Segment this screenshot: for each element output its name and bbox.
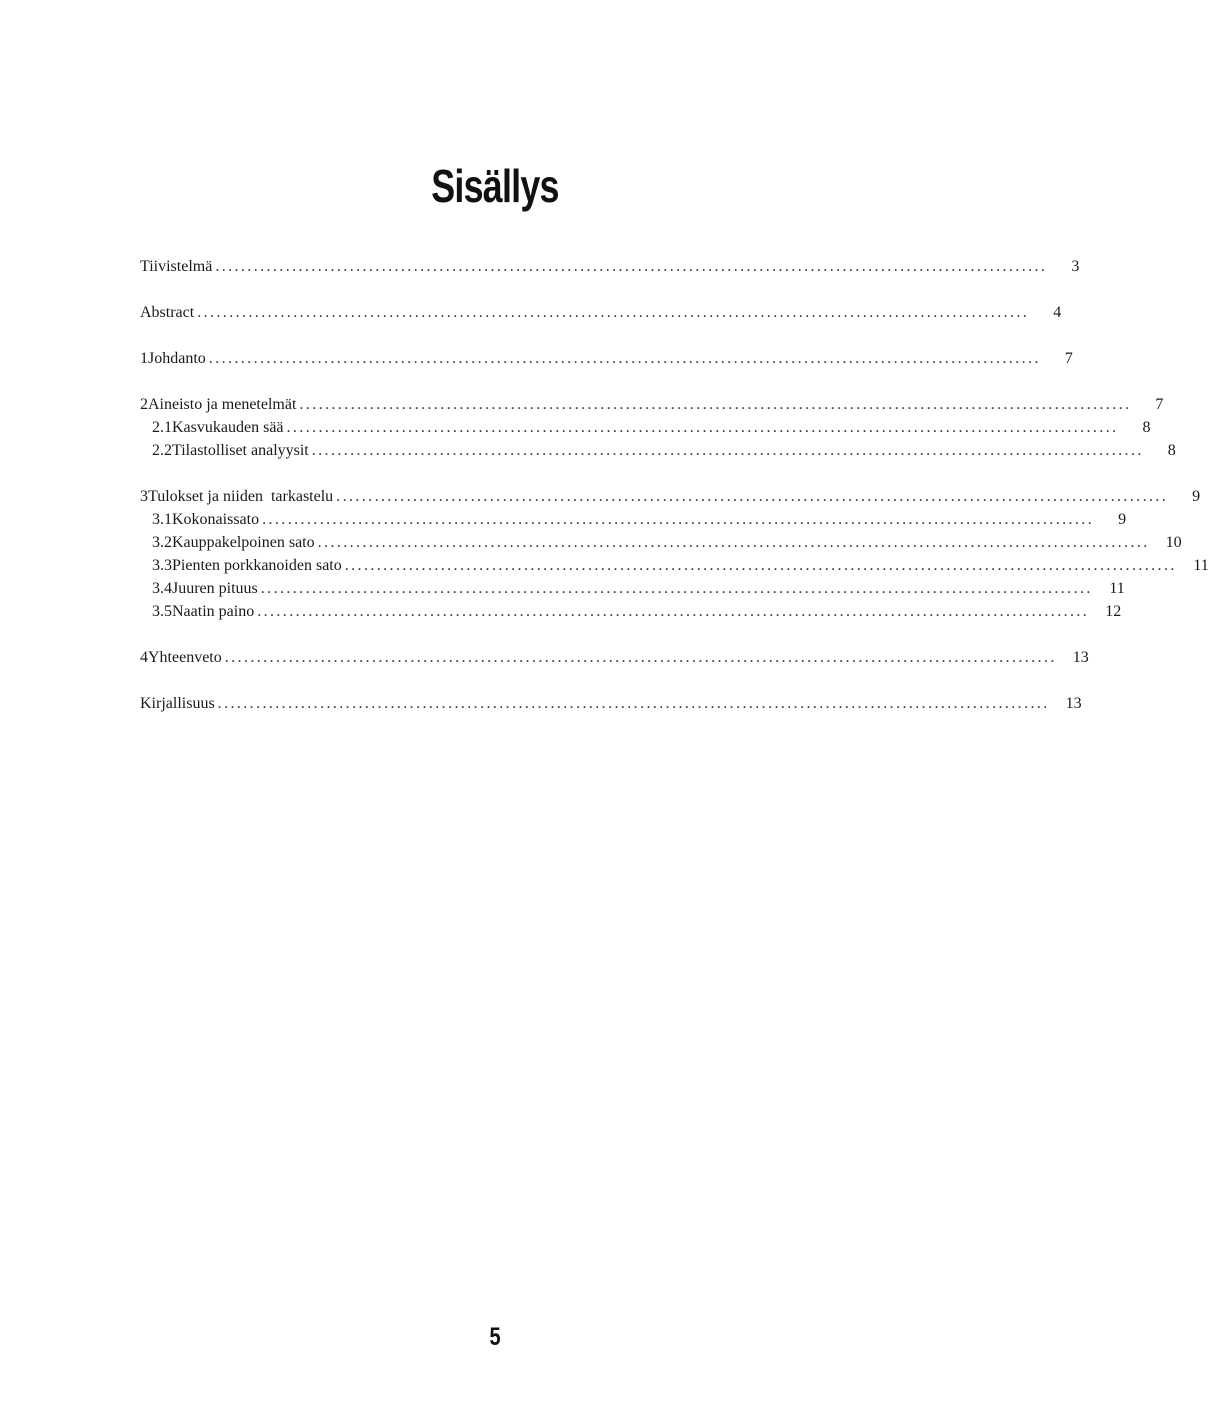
toc-dot-leader: .................................................................................................................................. xyxy=(344,557,1177,574)
toc-entry-naatin-paino[interactable] xyxy=(152,601,1122,623)
toc-entry-kasvukauden-saa[interactable] xyxy=(152,417,1151,439)
toc-page-number: 13 xyxy=(1065,695,1082,712)
toc-entry-text: Kasvukauden sää xyxy=(172,419,284,436)
toc-page-number: 12 xyxy=(1105,603,1122,620)
toc-entry-text: Kokonaissato xyxy=(172,511,260,528)
toc-page-number: 8 xyxy=(1167,442,1176,459)
toc-entry-pienten-porkkanoiden-sato[interactable] xyxy=(152,555,1209,577)
toc-entry-text: Pienten porkkanoiden sato xyxy=(172,557,342,574)
toc-entry-text: Kauppakelpoinen sato xyxy=(172,534,315,551)
toc-entry-juuren-pituus[interactable] xyxy=(152,578,1125,600)
toc-dot-leader: .................................................................................................................................. xyxy=(311,442,1144,459)
toc-section-number: 1 xyxy=(140,350,148,367)
toc-dot-leader: .................................................................................................................................. xyxy=(197,304,1030,321)
toc-dot-leader: .................................................................................................................................. xyxy=(286,419,1119,436)
toc-entry-text: Yhteenveto xyxy=(148,649,222,666)
toc-section-number: 3.1 xyxy=(152,511,172,528)
toc-entry-kauppakelpoinen-sato[interactable] xyxy=(152,532,1182,554)
page-number: 5 xyxy=(489,1323,501,1351)
toc-entry-tilastolliset-analyysit[interactable] xyxy=(152,440,1176,462)
toc-section-number: 3.5 xyxy=(152,603,172,620)
toc-entry-text: Tulokset ja niiden tarkastelu xyxy=(148,488,334,505)
toc-entry-text: Naatin paino xyxy=(172,603,255,620)
toc-entry-text: Kirjallisuus xyxy=(140,695,215,712)
toc-entry-tulokset[interactable] xyxy=(140,486,1201,508)
toc-dot-leader: .................................................................................................................................. xyxy=(215,258,1048,275)
toc-page-number: 7 xyxy=(1064,350,1073,367)
toc-page-number: 9 xyxy=(1118,511,1127,528)
toc-section-number: 3 xyxy=(140,488,148,505)
toc-page-number: 8 xyxy=(1142,419,1151,436)
toc-entry-kokonaissato[interactable] xyxy=(152,509,1127,531)
toc-dot-leader: .................................................................................................................................. xyxy=(257,603,1090,620)
toc-dot-leader: .................................................................................................................................. xyxy=(217,695,1050,712)
toc-dot-leader: .................................................................................................................................. xyxy=(260,580,1093,597)
toc-entry-tiivistelma[interactable] xyxy=(140,256,1080,278)
toc-page-number: 7 xyxy=(1155,396,1164,413)
toc-section-number: 2.1 xyxy=(152,419,172,436)
toc-entry-text: Abstract xyxy=(140,304,195,321)
toc-page-number: 10 xyxy=(1165,534,1182,551)
toc-section-number: 4 xyxy=(140,649,148,666)
toc-section-number: 2 xyxy=(140,396,148,413)
toc-dot-leader: .................................................................................................................................. xyxy=(208,350,1041,367)
toc-dot-leader: .................................................................................................................................. xyxy=(317,534,1150,551)
toc-dot-leader: .................................................................................................................................. xyxy=(299,396,1132,413)
toc-entry-johdanto[interactable] xyxy=(140,348,1073,370)
toc-section-number: 3.3 xyxy=(152,557,172,574)
toc-section-number: 3.2 xyxy=(152,534,172,551)
toc-entry-text: Tiivistelmä xyxy=(140,258,213,275)
toc-section-number: 2.2 xyxy=(152,442,172,459)
toc-entry-text: Aineisto ja menetelmät xyxy=(148,396,297,413)
toc-entry-text: Juuren pituus xyxy=(172,580,258,597)
toc-dot-leader: .................................................................................................................................. xyxy=(262,511,1095,528)
toc-page-number: 3 xyxy=(1071,258,1080,275)
toc-dot-leader: .................................................................................................................................. xyxy=(224,649,1057,666)
toc-entry-abstract[interactable] xyxy=(140,302,1062,324)
toc-dot-leader: .................................................................................................................................. xyxy=(336,488,1169,505)
toc-page-number: 13 xyxy=(1072,649,1089,666)
toc-page-number: 11 xyxy=(1109,580,1125,597)
toc-page-number: 9 xyxy=(1192,488,1201,505)
toc-entry-aineisto[interactable] xyxy=(140,394,1164,416)
toc-entry-text: Johdanto xyxy=(148,350,206,367)
page-title: Sisällys xyxy=(431,160,559,212)
toc-section-number: 3.4 xyxy=(152,580,172,597)
toc-page-number: 11 xyxy=(1193,557,1209,574)
toc-entry-text: Tilastolliset analyysit xyxy=(172,442,309,459)
toc-entry-kirjallisuus[interactable] xyxy=(140,693,1082,715)
toc-entry-yhteenveto[interactable] xyxy=(140,647,1089,669)
toc-page-number: 4 xyxy=(1053,304,1062,321)
